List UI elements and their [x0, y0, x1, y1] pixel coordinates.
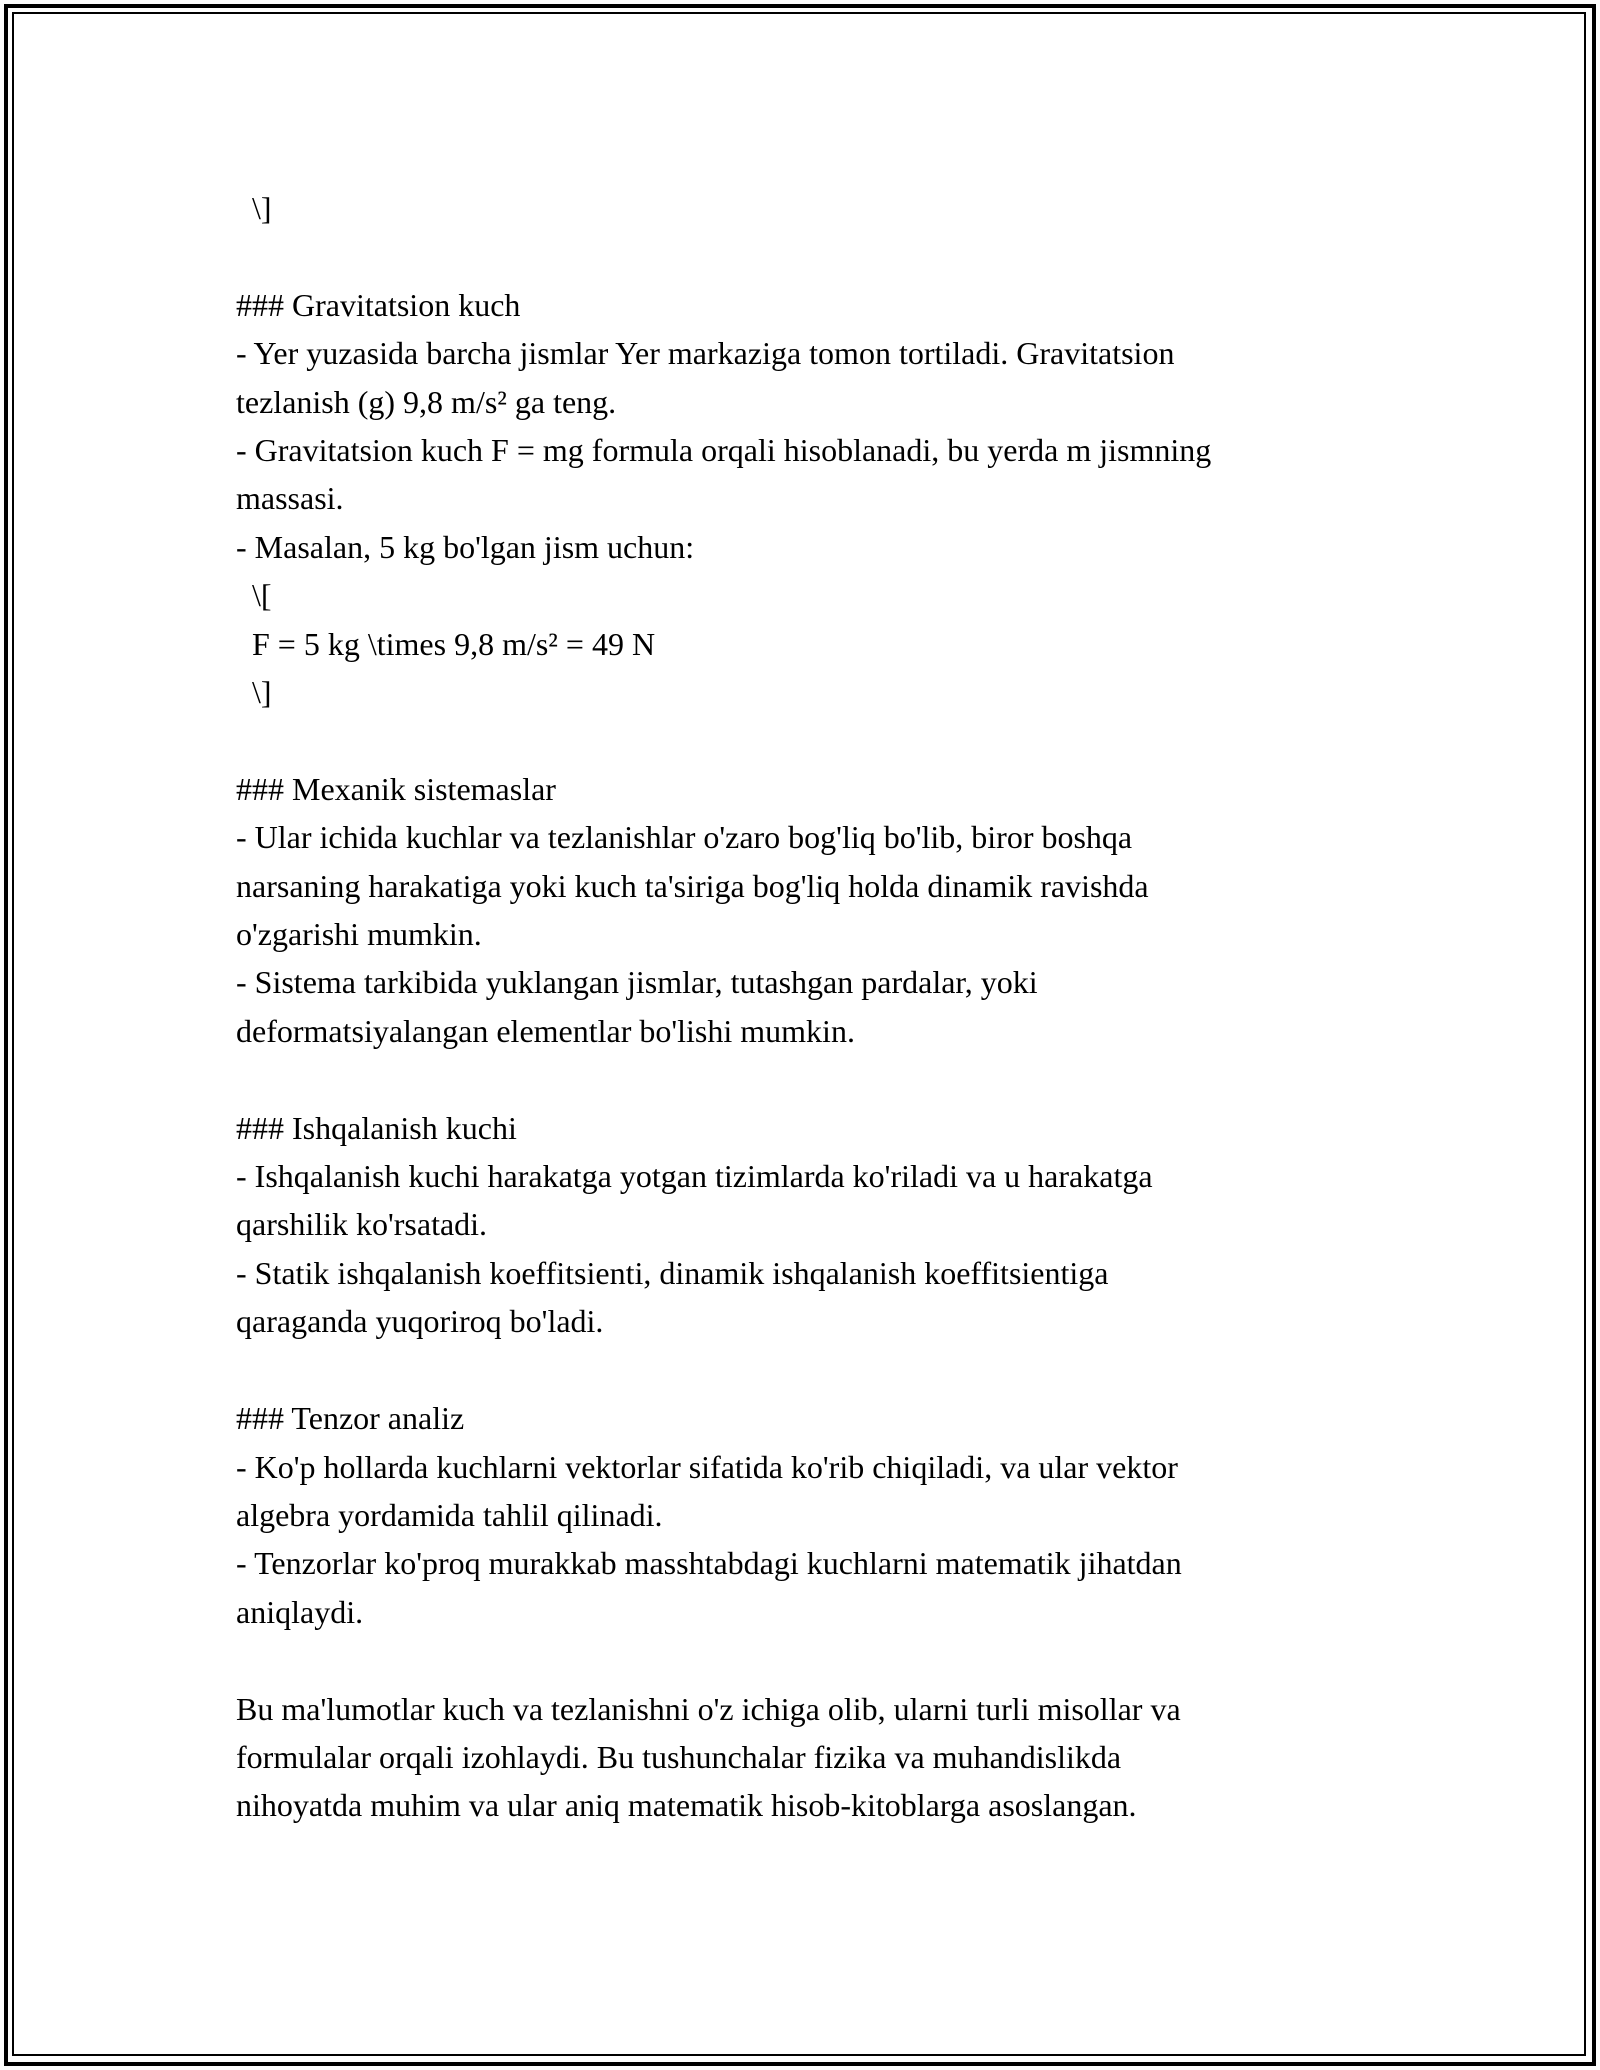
text-line: - Tenzorlar ko'proq murakkab masshtabdagi kuchlarni matematik jihatdan — [236, 1545, 1182, 1582]
heading-mexanik-sistemaslar: ### Mexanik sistemaslar — [236, 770, 556, 807]
text-line: - Ko'p hollarda kuchlarni vektorlar sifatida ko'rib chiqiladi, va ular vektor — [236, 1448, 1178, 1485]
text-line: deformatsiyalangan elementlar bo'lishi mumkin. — [236, 1012, 855, 1049]
formula-line: F = 5 kg \times 9,8 m/s² = 49 N — [236, 625, 656, 662]
blank-line — [236, 716, 1376, 764]
closing-paragraph-line: Bu ma'lumotlar kuch va tezlanishni o'z ichiga olib, ularni turli misollar va — [236, 1690, 1181, 1727]
formula-open: \[ — [236, 577, 272, 614]
blank-line — [236, 1346, 1376, 1394]
text-line: - Gravitatsion kuch F = mg formula orqali hisoblanadi, bu yerda m jismning — [236, 432, 1212, 469]
document-body — [236, 184, 1376, 1830]
closing-paragraph-line: formulalar orqali izohlaydi. Bu tushunchalar fizika va muhandislikda — [236, 1738, 1122, 1775]
blank-line — [236, 1055, 1376, 1103]
blank-line — [236, 1636, 1376, 1684]
text-line: - Yer yuzasida barcha jismlar Yer markaziga tomon tortiladi. Gravitatsion — [236, 335, 1175, 372]
text-line: qaraganda yuqoriroq bo'ladi. — [236, 1303, 604, 1340]
text-line: narsaning harakatiga yoki kuch ta'siriga bog'liq holda dinamik ravishda — [236, 867, 1149, 904]
heading-tenzor-analiz: ### Tenzor analiz — [236, 1400, 465, 1437]
text-line: - Statik ishqalanish koeffitsienti, dinamik ishqalanish koeffitsientiga — [236, 1254, 1109, 1291]
text-line: - Masalan, 5 kg bo'lgan jism uchun: — [236, 528, 695, 565]
closing-paragraph-line: nihoyatda muhim va ular aniq matematik hisob-kitoblarga asoslangan. — [236, 1787, 1137, 1824]
heading-gravitatsion-kuch: ### Gravitatsion kuch — [236, 286, 521, 323]
text-line: o'zgarishi mumkin. — [236, 916, 482, 953]
formula-close: \] — [236, 190, 272, 226]
text-line: - Ishqalanish kuchi harakatga yotgan tizimlarda ko'riladi va u harakatga — [236, 1158, 1153, 1195]
text-line: - Sistema tarkibida yuklangan jismlar, tutashgan pardalar, yoki — [236, 964, 1038, 1001]
text-line: tezlanish (g) 9,8 m/s² ga teng. — [236, 383, 617, 420]
heading-ishqalanish-kuchi: ### Ishqalanish kuchi — [236, 1109, 517, 1146]
text-line: qarshilik ko'rsatadi. — [236, 1206, 488, 1243]
formula-close: \] — [236, 674, 272, 711]
text-line: algebra yordamida tahlil qilinadi. — [236, 1496, 663, 1533]
text-line: - Ular ichida kuchlar va tezlanishlar o'zaro bog'liq bo'lib, biror boshqa — [236, 819, 1133, 856]
text-line: massasi. — [236, 480, 344, 517]
blank-line — [236, 232, 1376, 280]
text-line: aniqlaydi. — [236, 1593, 364, 1630]
